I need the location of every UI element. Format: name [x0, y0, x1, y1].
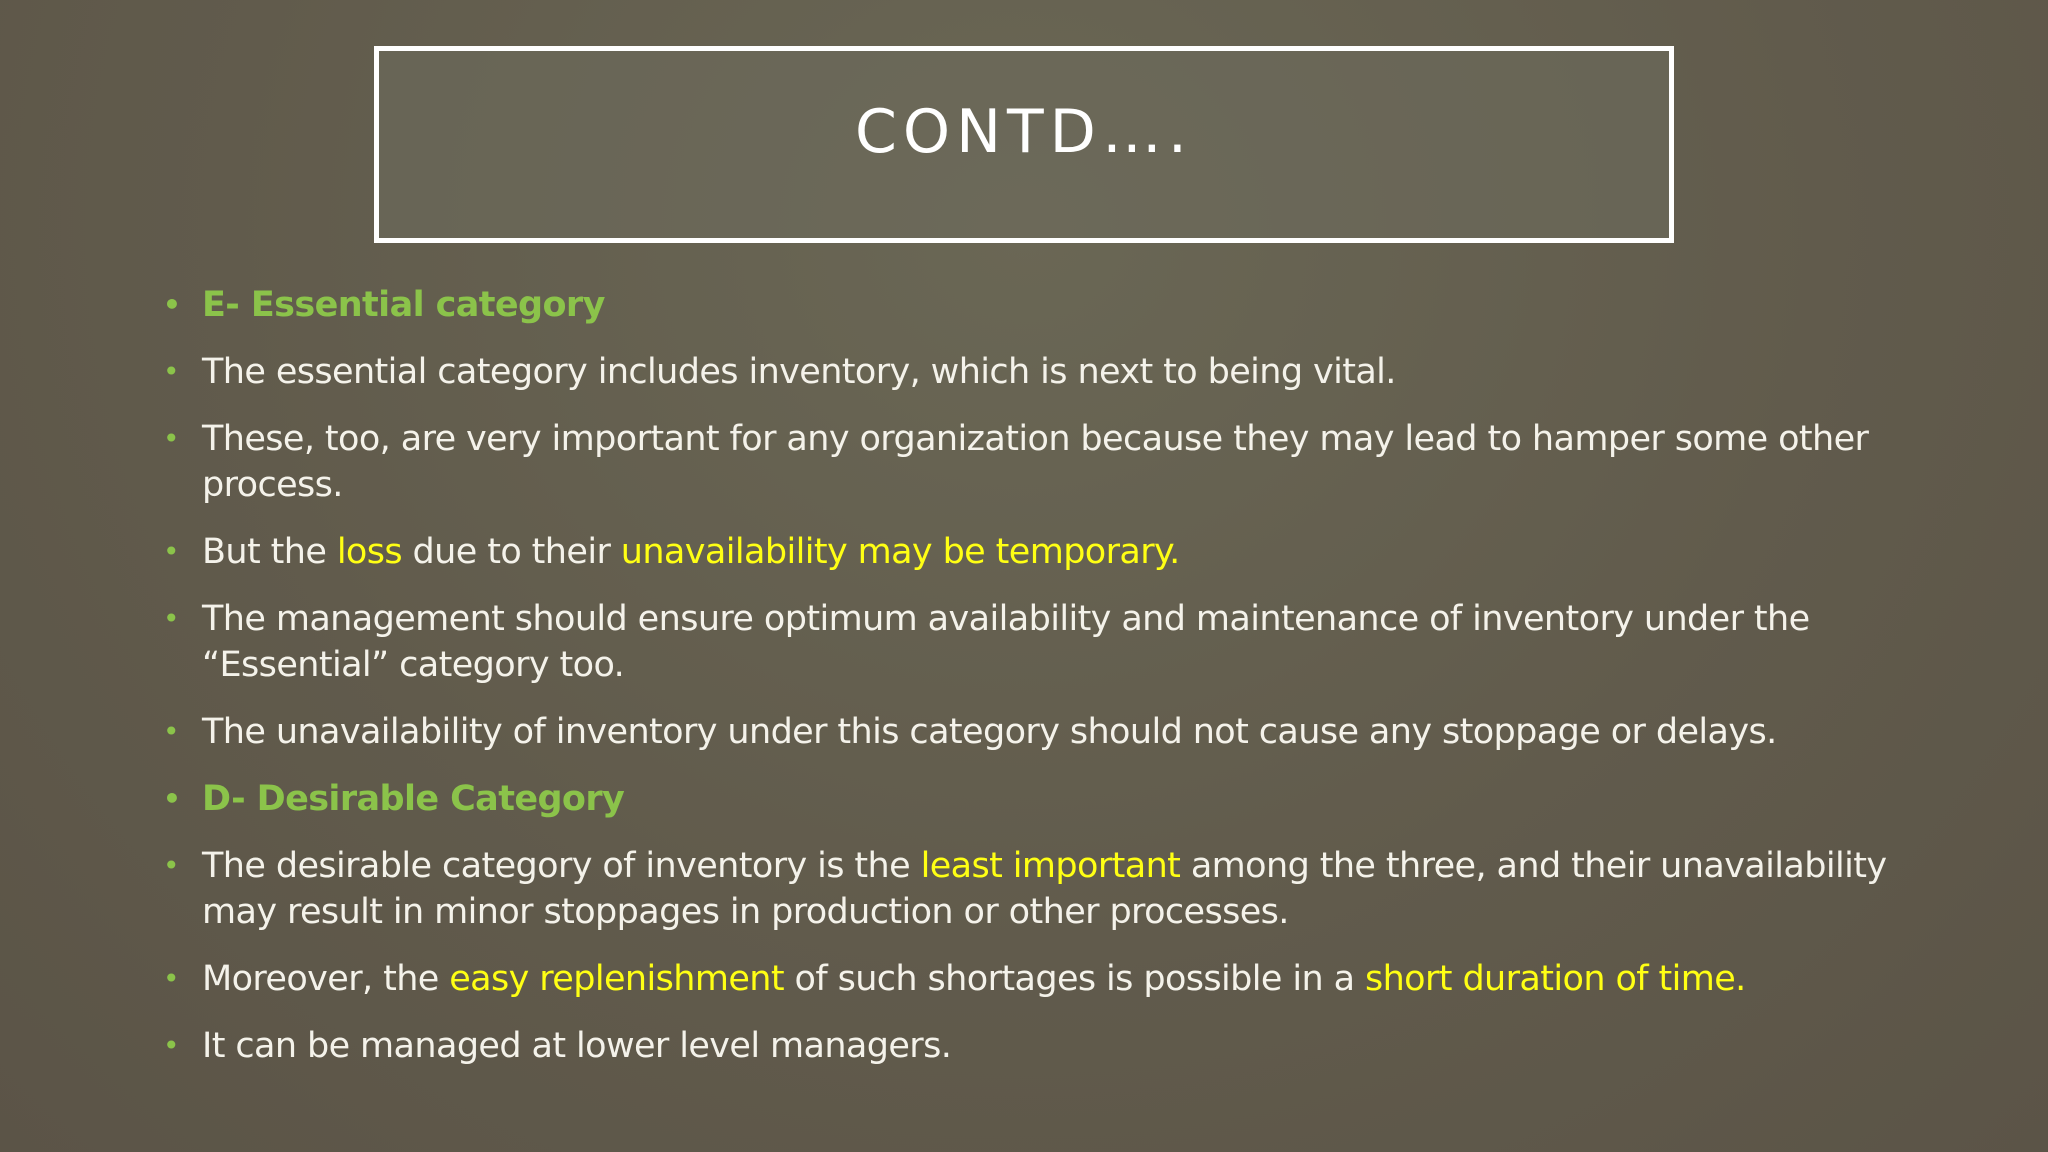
- bullet-heading: [160, 282, 1950, 328]
- bullet-item: [160, 349, 1950, 395]
- bullet-text: due to their: [402, 532, 621, 572]
- bullet-text: The essential category includes inventory, which is next to being vital.: [202, 352, 1396, 392]
- bullet-text: among the three, and their unavailability may result in minor stoppages in production or other processes.: [202, 846, 1887, 932]
- bullet-item: [160, 596, 1950, 688]
- bullet-icon: •: [163, 602, 179, 635]
- bullet-item: [160, 416, 1950, 508]
- bullet-heading: [160, 776, 1950, 822]
- bullet-text: These, too, are very important for any organization because they may lead to hamper some other process.: [202, 419, 1869, 505]
- bullet-item: [160, 709, 1950, 755]
- bullet-list: [160, 282, 1950, 1090]
- bullet-text: But the: [202, 532, 337, 572]
- bullet-text: Moreover, the: [202, 959, 450, 999]
- bullet-icon: •: [163, 355, 179, 388]
- bullet-icon: •: [163, 715, 179, 748]
- bullet-text: of such shortages is possible in a: [783, 959, 1365, 999]
- bullet-item: [160, 843, 1950, 935]
- highlighted-text: easy replenishment: [449, 959, 784, 999]
- bullet-text: The management should ensure optimum availability and maintenance of inventory under the “Essential” category too.: [202, 599, 1810, 685]
- highlighted-text: loss: [336, 532, 403, 572]
- highlighted-text: unavailability may be temporary.: [620, 532, 1180, 572]
- highlighted-text: least important: [920, 846, 1181, 886]
- bullet-text: D- Desirable Category: [202, 779, 625, 819]
- bullet-text: E- Essential category: [202, 285, 605, 325]
- bullet-text: The unavailability of inventory under this category should not cause any stoppage or delays.: [202, 712, 1777, 752]
- bullet-icon: •: [163, 535, 179, 568]
- bullet-icon: •: [163, 1029, 179, 1062]
- bullet-text: The desirable category of inventory is the: [202, 846, 921, 886]
- bullet-icon: •: [163, 849, 179, 882]
- bullet-icon: •: [163, 962, 179, 995]
- slide-title: CONTD….: [855, 97, 1193, 167]
- title-box: [374, 46, 1674, 243]
- bullet-icon: •: [163, 782, 181, 815]
- bullet-icon: •: [163, 288, 181, 321]
- bullet-icon: •: [163, 422, 179, 455]
- bullet-text: It can be managed at lower level managers.: [202, 1026, 952, 1066]
- bullet-item: [160, 956, 1950, 1002]
- highlighted-text: short duration of time.: [1364, 959, 1746, 999]
- bullet-item: [160, 529, 1950, 575]
- bullet-item: [160, 1023, 1950, 1069]
